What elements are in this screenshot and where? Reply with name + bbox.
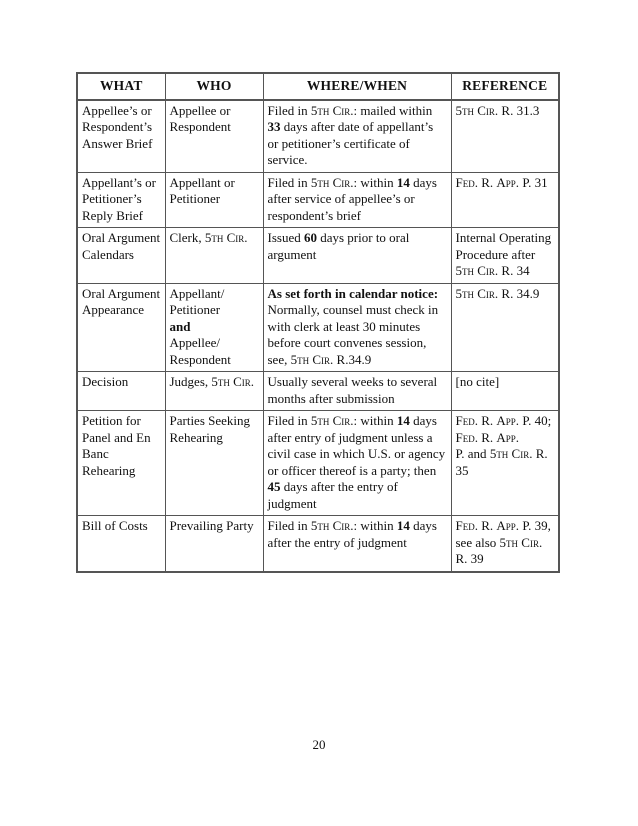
cell-what: Decision	[77, 372, 165, 411]
cell-who: Appellant/ Petitioner and Appellee/ Respondent	[165, 283, 263, 372]
cell-who: Clerk, 5th Cir.	[165, 228, 263, 284]
header-what: WHAT	[77, 73, 165, 100]
table-row	[77, 372, 559, 411]
cell-where-when: As set forth in calendar notice: Normally, counsel must check in with clerk at least 30 minutes before court convenes session, see, 5th Cir. R.34.9	[263, 283, 451, 372]
cell-who: Judges, 5th Cir.	[165, 372, 263, 411]
cell-where-when: Filed in 5th Cir.: mailed within 33 days after date of appellant’s or petitioner’s certificate of service.	[263, 100, 451, 173]
cell-where-when: Issued 60 days prior to oral argument	[263, 228, 451, 284]
cell-reference: Fed. R. App. P. 39, see also 5th Cir. R. 39	[451, 516, 559, 572]
cell-where-when: Filed in 5th Cir.: within 14 days after entry of judgment unless a civil case in which U.S. or agency or officer thereof is a party; then 45 days after the entry of judgment	[263, 411, 451, 516]
table-row	[77, 172, 559, 228]
cell-what: Oral Argument Appearance	[77, 283, 165, 372]
cell-reference: Fed. R. App. P. 31	[451, 172, 559, 228]
table-row	[77, 283, 559, 372]
cell-reference: Fed. R. App. P. 40; Fed. R. App. P. and 5th Cir. R. 35	[451, 411, 559, 516]
table-header-row	[77, 73, 559, 100]
header-where-when: WHERE/WHEN	[263, 73, 451, 100]
cell-reference: [no cite]	[451, 372, 559, 411]
table-row	[77, 228, 559, 284]
cell-who: Prevailing Party	[165, 516, 263, 572]
cell-where-when: Filed in 5th Cir.: within 14 days after service of appellee’s or respondent’s brief	[263, 172, 451, 228]
table-row	[77, 411, 559, 516]
page-number: 20	[312, 737, 326, 752]
cell-who: Parties Seeking Rehearing	[165, 411, 263, 516]
header-who: WHO	[165, 73, 263, 100]
table-row	[77, 516, 559, 572]
cell-who: Appellee or Respondent	[165, 100, 263, 173]
cell-what: Petition for Panel and En Banc Rehearing	[77, 411, 165, 516]
cell-where-when: Filed in 5th Cir.: within 14 days after the entry of judgment	[263, 516, 451, 572]
cell-what: Appellant’s or Petitioner’s Reply Brief	[77, 172, 165, 228]
appellate-deadlines-table	[76, 72, 560, 573]
cell-reference: 5th Cir. R. 31.3	[451, 100, 559, 173]
cell-reference: Internal Operating Procedure after 5th Cir. R. 34	[451, 228, 559, 284]
cell-where-when: Usually several weeks to several months after submission	[263, 372, 451, 411]
cell-what: Appellee’s or Respondent’s Answer Brief	[77, 100, 165, 173]
table-row	[77, 100, 559, 173]
cell-what: Bill of Costs	[77, 516, 165, 572]
cell-reference: 5th Cir. R. 34.9	[451, 283, 559, 372]
cell-who: Appellant or Petitioner	[165, 172, 263, 228]
cell-what: Oral Argument Calendars	[77, 228, 165, 284]
header-reference: REFERENCE	[451, 73, 559, 100]
